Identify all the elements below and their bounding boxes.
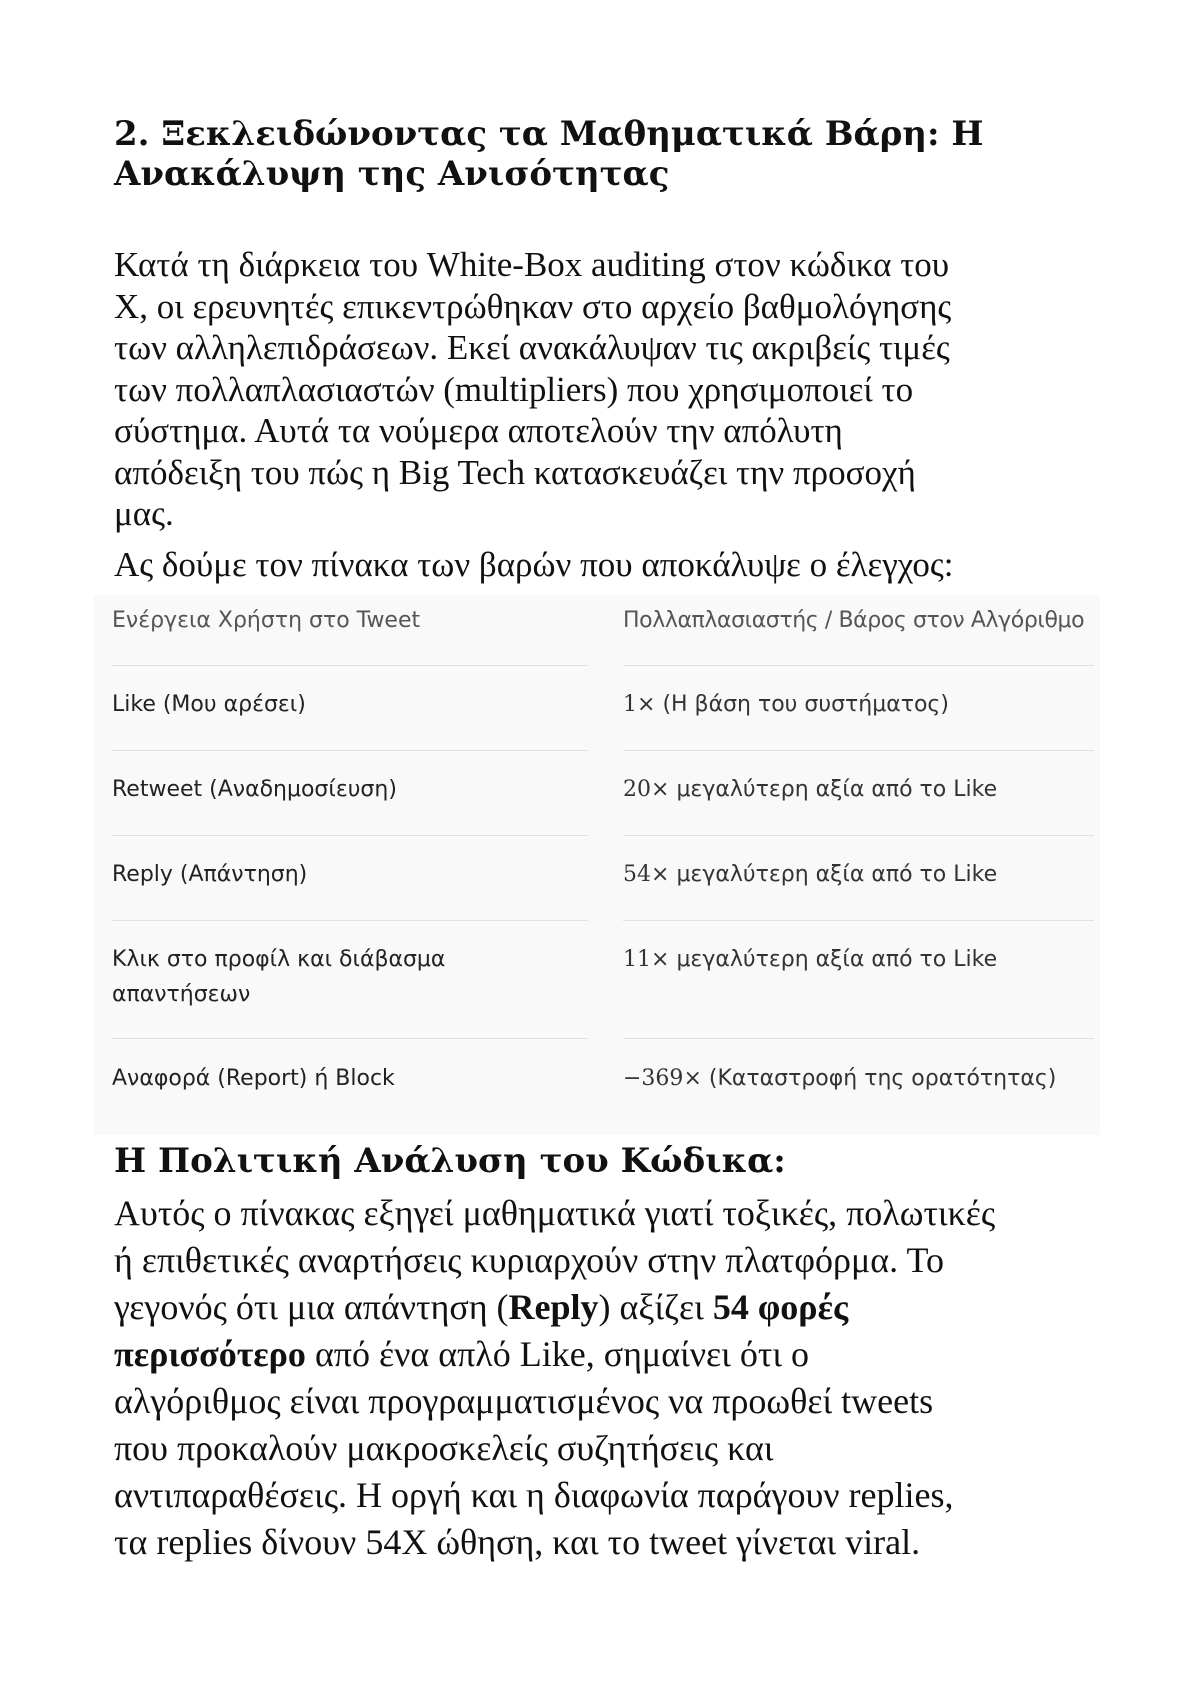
table-row-weight	[623, 942, 997, 977]
multiplier-value: 54	[623, 862, 651, 887]
weights-table	[94, 595, 1100, 1135]
reply-emphasis: Reply	[508, 1287, 599, 1327]
table-row-action: Like (Μου αρέσει)	[112, 692, 306, 717]
intro-line: σύστημα. Αυτά τα νούμερα αποτελούν την απόλυτη	[114, 411, 843, 450]
multiplier-sign: ×	[651, 862, 677, 887]
table-lead-text: Ας δούμε τον πίνακα των βαρών που αποκάλυψε ο έλεγχος:	[114, 545, 954, 584]
table-divider	[623, 750, 1094, 751]
multiplier-sign: ×	[651, 947, 677, 972]
analysis-line: που προκαλούν μακροσκελείς συζητήσεις και	[114, 1428, 774, 1468]
analysis-line: αντιπαραθέσεις. Η οργή και η διαφωνία παράγουν replies,	[114, 1475, 954, 1515]
table-row-action: Reply (Απάντηση)	[112, 862, 308, 887]
section-heading	[114, 114, 1094, 194]
table-divider	[623, 1038, 1094, 1039]
table-lead-sentence	[114, 544, 1114, 586]
analysis-line: αλγόριθμος είναι προγραμματισμένος να προωθεί tweets	[114, 1381, 934, 1421]
intro-line: μας.	[114, 494, 174, 533]
multiplier-note: μεγαλύτερη αξία από το Like	[676, 777, 998, 802]
table-divider	[112, 835, 588, 836]
section-heading-line-1: 2. Ξεκλειδώνοντας τα Μαθηματικά Βάρη: Η	[114, 114, 984, 154]
intro-line: X, οι ερευνητές επικεντρώθηκαν στο αρχείο βαθμολόγησης	[114, 286, 952, 326]
analysis-line: τα replies δίνουν 54X ώθηση, και το tweet γίνεται viral.	[114, 1522, 921, 1562]
table-header-action: Ενέργεια Χρήστη στο Tweet	[112, 608, 421, 633]
analysis-line: Αυτός ο πίνακας εξηγεί μαθηματικά γιατί τοξικές, πολωτικές	[114, 1193, 996, 1233]
analysis-paragraph	[114, 1190, 1114, 1566]
multiplier-sign: ×	[683, 1066, 709, 1091]
intro-line: απόδειξη του πώς η Big Tech κατασκευάζει την προσοχή	[114, 452, 916, 492]
multiplier-sign: ×	[651, 777, 677, 802]
table-divider	[623, 920, 1094, 921]
table-header-weight: Πολλαπλασιαστής / Βάρος στον Αλγόριθμο	[623, 608, 1085, 633]
intro-line: Κατά τη διάρκεια του White-Box auditing στον κώδικα του	[114, 245, 950, 284]
table-row-weight	[623, 687, 949, 722]
table-row-action: Αναφορά (Report) ή Block	[112, 1066, 395, 1091]
table-divider	[112, 1038, 588, 1039]
table-divider	[623, 665, 1094, 666]
multiplier-value: −369	[623, 1066, 684, 1091]
multiplier-sign: ×	[637, 692, 663, 717]
analysis-text: από ένα απλό Like, σημαίνει ότι ο	[305, 1334, 810, 1374]
analysis-heading: Η Πολιτική Ανάλυση του Κώδικα:	[114, 1141, 786, 1181]
table-divider	[112, 750, 588, 751]
table-row-action: Retweet (Αναδημοσίευση)	[112, 777, 397, 802]
times-emphasis: 54 φορές	[712, 1287, 849, 1327]
table-row-weight	[623, 1061, 1056, 1096]
multiplier-value: 1	[623, 692, 637, 717]
analysis-text: ) αξίζει	[598, 1287, 713, 1327]
multiplier-note: μεγαλύτερη αξία από το Like	[676, 947, 998, 972]
action-line: απαντήσεων	[112, 982, 251, 1007]
analysis-line	[114, 1284, 1114, 1331]
intro-line: των αλληλεπιδράσεων. Εκεί ανακάλυψαν τις ακριβείς τιμές	[114, 328, 950, 367]
intro-paragraph	[114, 244, 1114, 535]
multiplier-note: (Καταστροφή της ορατότητας)	[708, 1066, 1057, 1091]
more-emphasis: περισσότερο	[114, 1334, 306, 1374]
intro-line: των πολλαπλασιαστών (multipliers) που χρησιμοποιεί το	[114, 369, 914, 409]
table-row-weight	[623, 857, 997, 892]
analysis-text: γεγονός ότι μια απάντηση (	[114, 1287, 509, 1327]
analysis-line: ή επιθετικές αναρτήσεις κυριαρχούν στην πλατφόρμα. Το	[114, 1240, 944, 1280]
section-heading-line-2: Ανακάλυψη της Ανισότητας	[114, 154, 670, 194]
multiplier-value: 20	[623, 777, 651, 802]
table-divider	[623, 835, 1094, 836]
multiplier-note: (Η βάση του συστήματος)	[662, 692, 949, 717]
analysis-line	[114, 1331, 1114, 1378]
table-divider	[112, 665, 588, 666]
table-row-weight	[623, 772, 997, 807]
table-row-action	[112, 942, 445, 1012]
multiplier-value: 11	[623, 947, 651, 972]
multiplier-note: μεγαλύτερη αξία από το Like	[676, 862, 998, 887]
action-line: Κλικ στο προφίλ και διάβασμα	[112, 947, 446, 972]
table-divider	[112, 920, 588, 921]
